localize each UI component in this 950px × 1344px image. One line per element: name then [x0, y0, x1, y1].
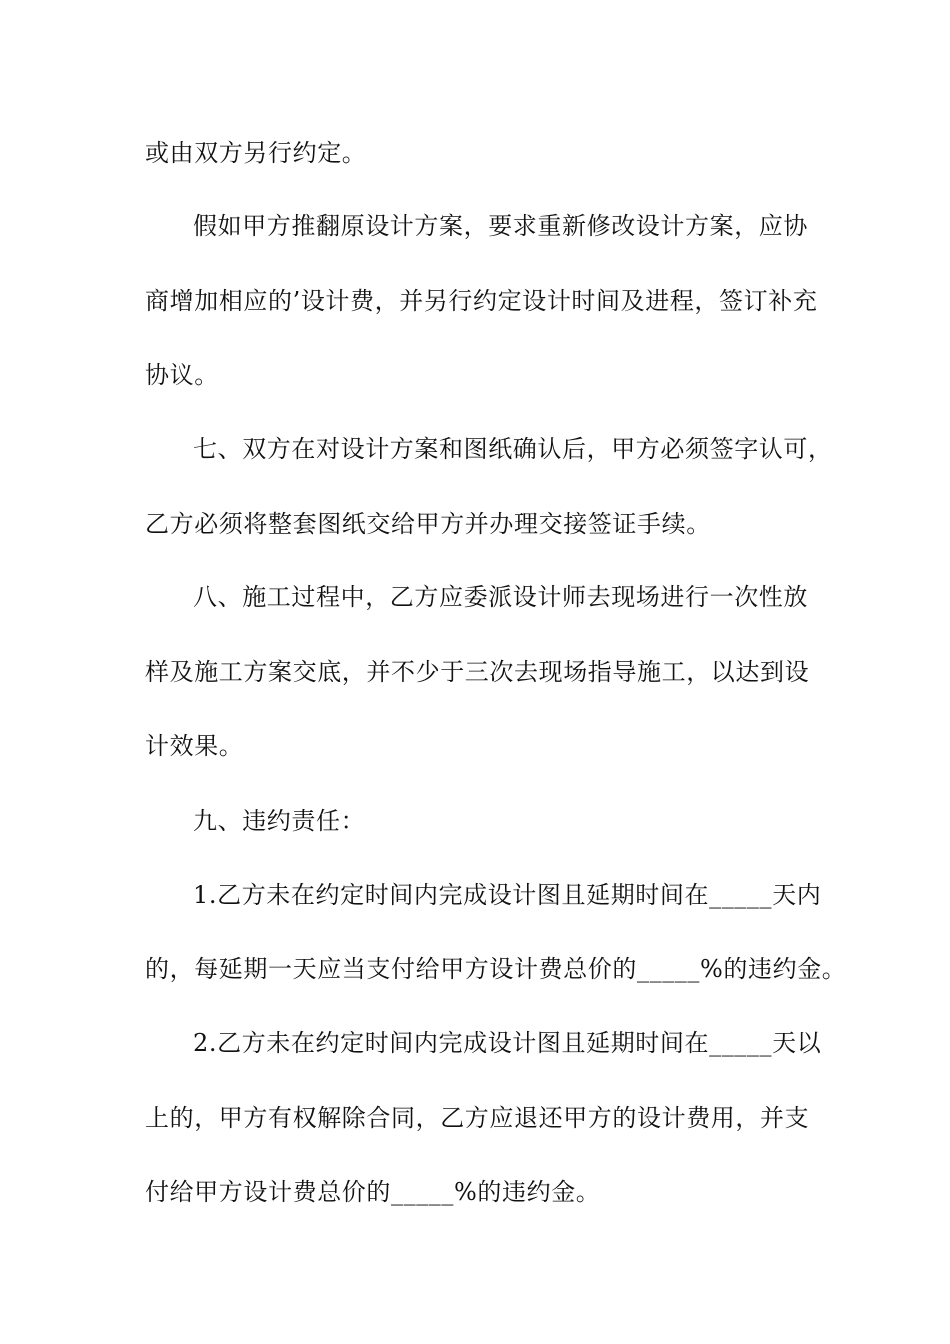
- text-line: 或由双方另行约定。: [145, 139, 367, 167]
- text-line: 乙方必须将整套图纸交给甲方并办理交接签证手续。: [145, 510, 711, 538]
- text-line: 商增加相应的’设计费，并另行约定设计时间及进程，签订补充: [145, 287, 818, 315]
- text-line: 的，每延期一天应当支付给甲方设计费总价的_____%的违约金。: [145, 955, 847, 983]
- text-line: 样及施工方案交底，并不少于三次去现场指导施工，以达到设: [145, 658, 810, 686]
- paragraph-line: 假如甲方推翻原设计方案，要求重新修改设计方案，应协: [193, 212, 808, 240]
- text-line: 协议。: [145, 361, 219, 389]
- paragraph-line: 八、施工过程中，乙方应委派设计师去现场进行一次性放: [193, 583, 808, 611]
- text-line: 付给甲方设计费总价的_____%的违约金。: [145, 1178, 601, 1206]
- section-heading: 九、违约责任：: [193, 807, 366, 835]
- paragraph-line: 1.乙方未在约定时间内完成设计图且延期时间在_____天内: [193, 881, 822, 909]
- text-line: 上的，甲方有权解除合同，乙方应退还甲方的设计费用，并支: [145, 1104, 810, 1132]
- paragraph-line: 2.乙方未在约定时间内完成设计图且延期时间在_____天以: [193, 1029, 822, 1057]
- text-line: 计效果。: [145, 732, 244, 760]
- paragraph-line: 七、双方在对设计方案和图纸确认后，甲方必须签字认可，: [193, 435, 833, 463]
